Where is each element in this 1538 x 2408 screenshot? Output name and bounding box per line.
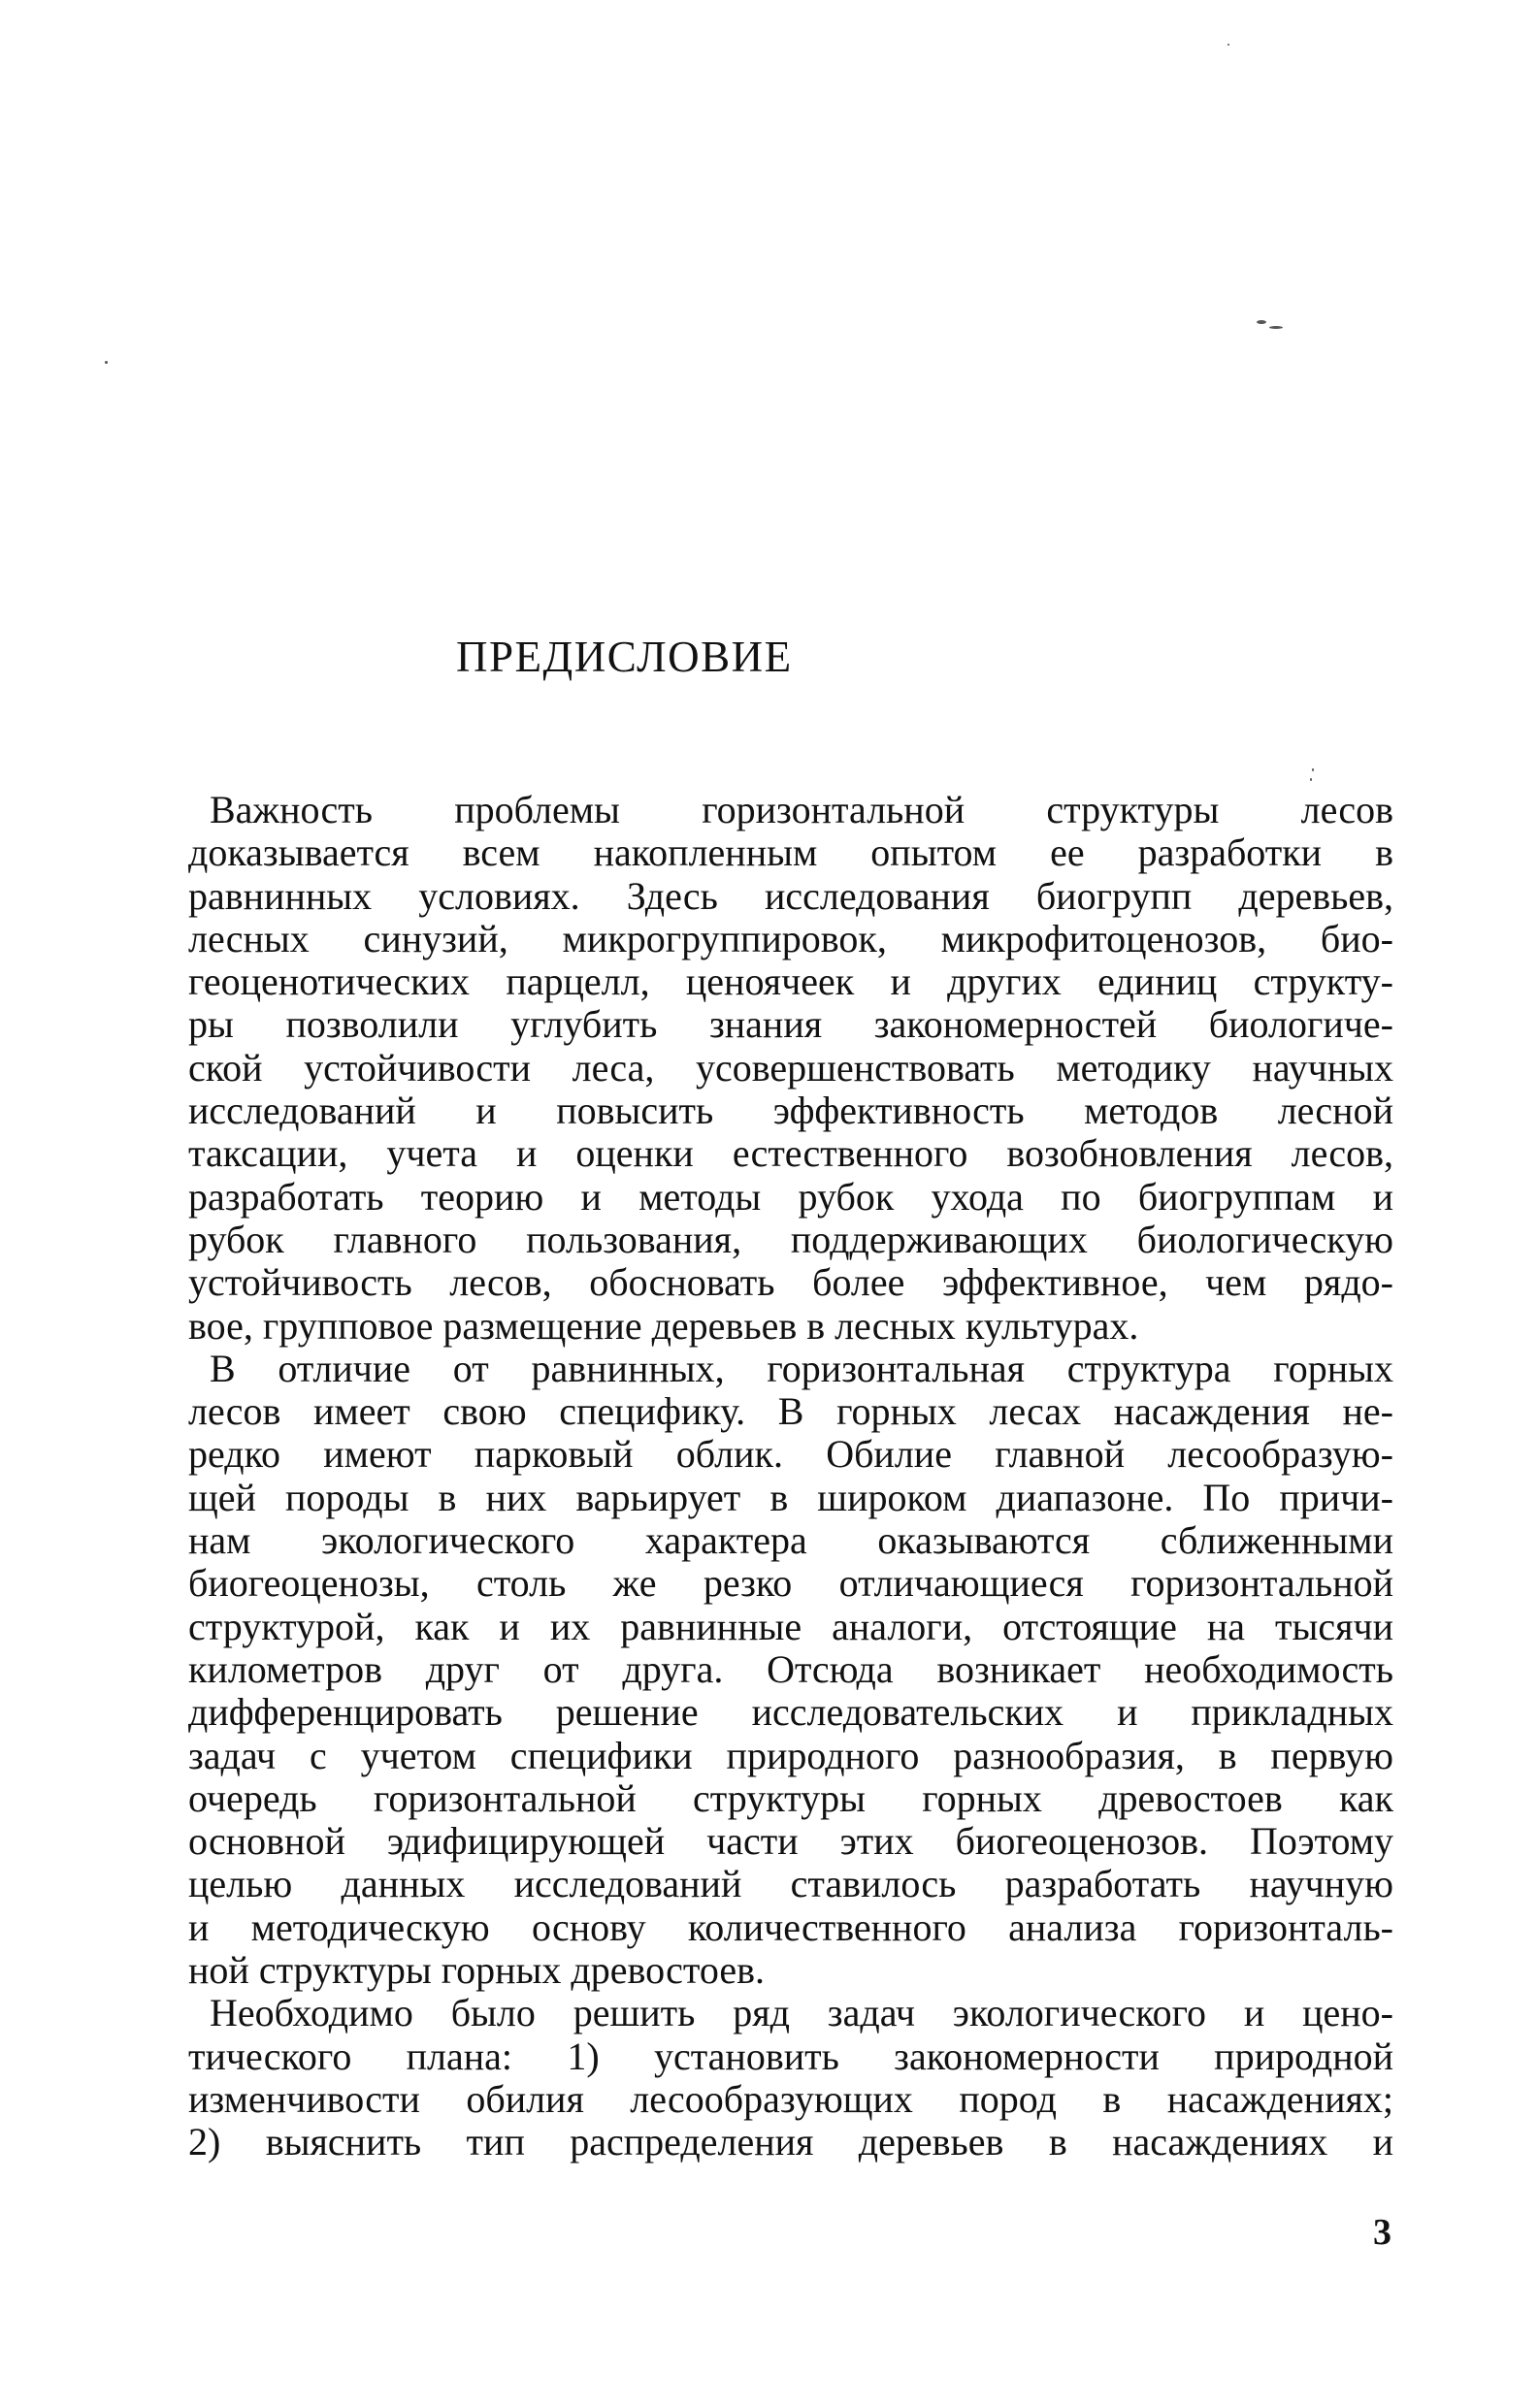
text-line: километров друг от друга. Отсюда возникает необходимость	[188, 1646, 1393, 1691]
text-line: основной эдифицирующей части этих биогеоценозов. Поэтому	[188, 1819, 1393, 1864]
print-speck	[105, 361, 108, 364]
text-line: дифференцировать решение исследовательских и прикладных	[188, 1690, 1393, 1735]
text-line: нам экологического характера оказываются сближенными	[188, 1518, 1393, 1563]
text-line: задач с учетом специфики природного разнообразия, в первую	[188, 1733, 1393, 1777]
print-speck	[1310, 778, 1312, 781]
text-line: рубок главного пользования, поддерживающих биологическую	[188, 1217, 1393, 1261]
text-line: лесных синузий, микрогруппировок, микрофитоценозов, био-	[188, 916, 1393, 960]
text-line: целью данных исследований ставилось разработать научную	[188, 1862, 1393, 1906]
page-number: 3	[1373, 2212, 1391, 2253]
paragraph-3	[188, 1992, 1393, 2164]
text-line: очередь горизонтальной структуры горных древостоев как	[188, 1775, 1393, 1820]
text-line: исследований и повысить эффективность методов лесной	[188, 1089, 1393, 1133]
text-line: доказывается всем накопленным опытом ее разработки в	[188, 830, 1393, 875]
text-line: геоценотических парцелл, ценоячеек и других единиц структу-	[188, 960, 1393, 1004]
text-line: щей породы в них варьирует в широком диапазоне. По причи-	[188, 1475, 1393, 1519]
print-speck	[1257, 320, 1266, 324]
text-line: Важность проблемы горизонтальной структуры лесов	[210, 788, 1393, 831]
print-speck	[1227, 44, 1229, 46]
paragraph-1	[188, 789, 1393, 1348]
text-line: устойчивость лесов, обосновать более эффективное, чем рядо-	[188, 1260, 1393, 1305]
text-line: равнинных условиях. Здесь исследования биогрупп деревьев,	[188, 873, 1393, 918]
text-line: Необходимо было решить ряд задач экологического и цено-	[210, 1991, 1393, 2035]
text-line: 2) выяснить тип распределения деревьев в насаждениях и	[188, 2120, 1393, 2164]
text-line: редко имеют парковый облик. Обилие главной лесообразую-	[188, 1432, 1393, 1477]
text-line: и методическую основу количественного анализа горизонталь-	[188, 1904, 1393, 1949]
text-line: В отличие от равнинных, горизонтальная структура горных	[210, 1346, 1393, 1390]
text-line: ской устойчивости леса, усовершенствовать методику научных	[188, 1045, 1393, 1090]
print-speck	[1269, 326, 1283, 329]
text-line: вое, групповое размещение деревьев в лесных культурах.	[188, 1303, 1139, 1348]
text-line: ры позволили углубить знания закономерностей биологиче-	[188, 1002, 1393, 1047]
text-line: разработать теорию и методы рубок ухода по биогруппам и	[188, 1174, 1393, 1219]
text-line: биогеоценозы, столь же резко отличающиеся горизонтальной	[188, 1561, 1393, 1606]
text-line: изменчивости обилия лесообразующих пород в насаждениях;	[188, 2076, 1393, 2121]
page-title: ПРЕДИСЛОВИЕ	[456, 633, 793, 681]
text-line: тического плана: 1) установить закономерности природной	[188, 2034, 1393, 2078]
print-speck	[1312, 768, 1314, 771]
text-line: таксации, учета и оценки естественного возобновления лесов,	[188, 1131, 1393, 1176]
paragraph-2	[188, 1348, 1393, 1992]
body-text	[188, 789, 1393, 2164]
text-line: ной структуры горных древостоев.	[188, 1948, 765, 1993]
text-line: структурой, как и их равнинные аналоги, отстоящие на тысячи	[188, 1604, 1393, 1648]
text-line: лесов имеет свою специфику. В горных лесах насаждения не-	[188, 1389, 1393, 1434]
